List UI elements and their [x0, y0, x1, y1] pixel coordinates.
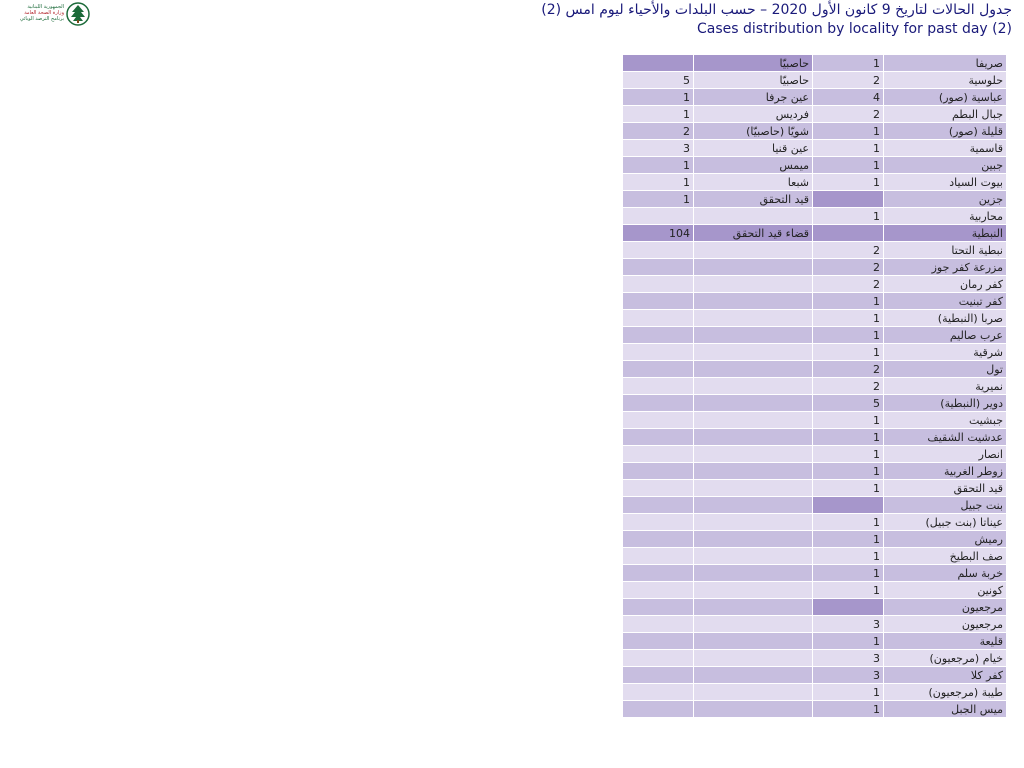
table-row — [623, 378, 1007, 395]
table-row — [623, 293, 1007, 310]
cell-locality-left — [694, 582, 813, 599]
cell-count-left — [623, 378, 694, 395]
cell-locality-left — [694, 259, 813, 276]
table-row — [623, 684, 1007, 701]
cell-locality-left — [694, 497, 813, 514]
cell-count-right: 4 — [813, 89, 884, 106]
table-row — [623, 72, 1007, 89]
table-row — [623, 599, 1007, 616]
logo-text — [6, 4, 64, 22]
cell-count-left — [623, 344, 694, 361]
cell-count-right: 1 — [813, 429, 884, 446]
cell-locality-right: محاربية — [884, 208, 1007, 225]
cell-count-right: 1 — [813, 701, 884, 718]
cell-count-right: 1 — [813, 344, 884, 361]
cell-locality-right: صف البطيخ — [884, 548, 1007, 565]
cell-count-left: 1 — [623, 174, 694, 191]
table-row — [623, 208, 1007, 225]
cell-locality-left: عين جرفا — [694, 89, 813, 106]
cell-locality-right: بنت جبيل — [884, 497, 1007, 514]
table-row — [623, 582, 1007, 599]
table-row — [623, 259, 1007, 276]
cell-locality-left — [694, 429, 813, 446]
cell-locality-right: كفر رمان — [884, 276, 1007, 293]
cell-count-left — [623, 599, 694, 616]
cell-count-right: 3 — [813, 650, 884, 667]
cell-count-left — [623, 310, 694, 327]
cell-count-right: 2 — [813, 361, 884, 378]
cell-count-right — [813, 599, 884, 616]
cell-count-left — [623, 463, 694, 480]
cell-locality-right: صربا (النبطية) — [884, 310, 1007, 327]
cell-locality-right: حلوسية — [884, 72, 1007, 89]
table-row — [623, 89, 1007, 106]
table-row — [623, 191, 1007, 208]
cell-count-right — [813, 191, 884, 208]
cell-count-left — [623, 531, 694, 548]
cell-count-right: 1 — [813, 293, 884, 310]
cell-locality-left: شويّا (حاصبيّا) — [694, 123, 813, 140]
cell-count-left — [623, 480, 694, 497]
cell-locality-right: مزرعة كفر جوز — [884, 259, 1007, 276]
table-row — [623, 412, 1007, 429]
cell-count-left — [623, 276, 694, 293]
cell-count-right: 1 — [813, 531, 884, 548]
cell-locality-left — [694, 616, 813, 633]
cell-count-right: 1 — [813, 174, 884, 191]
cell-count-right: 1 — [813, 310, 884, 327]
cell-count-right: 1 — [813, 582, 884, 599]
cell-locality-left: شبعا — [694, 174, 813, 191]
cell-count-left — [623, 446, 694, 463]
table-row — [623, 225, 1007, 242]
cell-count-left: 5 — [623, 72, 694, 89]
cell-locality-right: قيد التحقق — [884, 480, 1007, 497]
table-row — [623, 514, 1007, 531]
cell-locality-left — [694, 344, 813, 361]
cell-count-right: 1 — [813, 446, 884, 463]
cell-locality-right: قليعة — [884, 633, 1007, 650]
cell-locality-right: جبشيت — [884, 412, 1007, 429]
cell-locality-right: مرجعيون — [884, 599, 1007, 616]
cell-locality-right: نبطية التحتا — [884, 242, 1007, 259]
cedar-emblem-icon — [66, 2, 90, 26]
cell-locality-right: دوير (النبطية) — [884, 395, 1007, 412]
cell-count-left — [623, 548, 694, 565]
cell-locality-left — [694, 378, 813, 395]
cell-locality-right: النبطية — [884, 225, 1007, 242]
table-row — [623, 174, 1007, 191]
cell-count-right: 1 — [813, 565, 884, 582]
table-row — [623, 463, 1007, 480]
table-row — [623, 616, 1007, 633]
cell-locality-right: انصار — [884, 446, 1007, 463]
cell-locality-left — [694, 276, 813, 293]
page-title-arabic: جدول الحالات لتاريخ 9 كانون الأول 2020 – حسب البلدات والأحياء ليوم امس (2) — [541, 2, 1012, 18]
cell-locality-left — [694, 412, 813, 429]
cell-count-left — [623, 565, 694, 582]
table-row — [623, 310, 1007, 327]
cell-count-right: 2 — [813, 276, 884, 293]
cell-count-left — [623, 293, 694, 310]
cell-count-left: 2 — [623, 123, 694, 140]
table-row — [623, 667, 1007, 684]
cell-locality-left — [694, 701, 813, 718]
cell-count-right: 5 — [813, 395, 884, 412]
cell-locality-left — [694, 361, 813, 378]
cell-count-right — [813, 497, 884, 514]
cell-locality-right: جبال البطم — [884, 106, 1007, 123]
table-row — [623, 429, 1007, 446]
cell-locality-left — [694, 599, 813, 616]
cell-count-right: 1 — [813, 208, 884, 225]
table-row — [623, 242, 1007, 259]
cell-locality-left: حاصبيّا — [694, 72, 813, 89]
cell-locality-right: نميرية — [884, 378, 1007, 395]
cell-locality-left — [694, 293, 813, 310]
cell-locality-left — [694, 565, 813, 582]
cell-count-right: 2 — [813, 72, 884, 89]
table-row — [623, 446, 1007, 463]
cell-count-left — [623, 242, 694, 259]
cell-count-left — [623, 667, 694, 684]
cell-count-left — [623, 616, 694, 633]
cell-count-left: 1 — [623, 89, 694, 106]
table-row — [623, 395, 1007, 412]
cell-locality-right: كونين — [884, 582, 1007, 599]
table-row — [623, 157, 1007, 174]
cell-count-right: 1 — [813, 548, 884, 565]
cell-count-left: 1 — [623, 157, 694, 174]
cell-locality-right: صريفا — [884, 55, 1007, 72]
cell-count-left: 3 — [623, 140, 694, 157]
cell-count-right: 1 — [813, 55, 884, 72]
cell-locality-right: عباسية (صور) — [884, 89, 1007, 106]
cell-count-right: 1 — [813, 633, 884, 650]
cell-locality-left — [694, 667, 813, 684]
cell-count-right: 1 — [813, 327, 884, 344]
cell-locality-right: كفر تبنيت — [884, 293, 1007, 310]
cell-locality-right: كفر كلا — [884, 667, 1007, 684]
table-row — [623, 548, 1007, 565]
logo-line-1: الجمهورية اللبنانية — [27, 4, 64, 10]
cell-locality-right: تول — [884, 361, 1007, 378]
cell-locality-left — [694, 514, 813, 531]
table-row — [623, 361, 1007, 378]
cell-locality-right: زوطر الغربية — [884, 463, 1007, 480]
cell-locality-right: بيوت السياد — [884, 174, 1007, 191]
table-row — [623, 55, 1007, 72]
cell-count-right: 1 — [813, 463, 884, 480]
cell-locality-right: طيبة (مرجعيون) — [884, 684, 1007, 701]
cell-locality-left — [694, 446, 813, 463]
cell-count-right: 1 — [813, 514, 884, 531]
cell-count-right: 1 — [813, 123, 884, 140]
cell-count-right: 3 — [813, 616, 884, 633]
table-row — [623, 140, 1007, 157]
cell-locality-left — [694, 242, 813, 259]
cell-count-left — [623, 429, 694, 446]
cell-locality-left — [694, 650, 813, 667]
cell-count-right: 2 — [813, 106, 884, 123]
logo-line-2: وزارة الصحة العامة — [24, 10, 64, 16]
cell-locality-left: فرديس — [694, 106, 813, 123]
cell-count-left — [623, 497, 694, 514]
table-row — [623, 633, 1007, 650]
cell-locality-right: عيناتا (بنت جبيل) — [884, 514, 1007, 531]
table-row — [623, 123, 1007, 140]
cell-count-right: 2 — [813, 378, 884, 395]
cell-locality-right: جبين — [884, 157, 1007, 174]
cell-locality-left — [694, 548, 813, 565]
cell-count-left: 1 — [623, 191, 694, 208]
cell-locality-left — [694, 395, 813, 412]
cell-count-left — [623, 633, 694, 650]
cell-count-right: 1 — [813, 157, 884, 174]
cell-locality-right: مرجعيون — [884, 616, 1007, 633]
cell-count-right: 3 — [813, 667, 884, 684]
cell-count-left — [623, 55, 694, 72]
table-row — [623, 327, 1007, 344]
cell-locality-left — [694, 684, 813, 701]
cell-locality-left: عين قنيا — [694, 140, 813, 157]
table-body — [623, 55, 1007, 718]
cell-locality-right: رميش — [884, 531, 1007, 548]
cell-count-left — [623, 582, 694, 599]
table-row — [623, 106, 1007, 123]
cell-locality-left — [694, 463, 813, 480]
cell-locality-right: قاسمية — [884, 140, 1007, 157]
cell-count-left — [623, 327, 694, 344]
cell-count-right — [813, 225, 884, 242]
cell-count-left — [623, 412, 694, 429]
logo-line-3: برنامج الترصد الوبائي — [19, 16, 64, 22]
cell-locality-left — [694, 480, 813, 497]
cell-count-left: 104 — [623, 225, 694, 242]
ministry-logo — [6, 2, 92, 28]
cell-count-left — [623, 395, 694, 412]
cell-count-right: 2 — [813, 242, 884, 259]
cell-locality-left: قيد التحقق — [694, 191, 813, 208]
table-row — [623, 701, 1007, 718]
table-row — [623, 565, 1007, 582]
cell-locality-right: خيام (مرجعيون) — [884, 650, 1007, 667]
cell-locality-left — [694, 208, 813, 225]
cell-count-left — [623, 684, 694, 701]
cell-count-left — [623, 701, 694, 718]
table-row — [623, 650, 1007, 667]
cell-count-left — [623, 259, 694, 276]
cell-count-left — [623, 514, 694, 531]
cell-locality-left: ميمس — [694, 157, 813, 174]
cell-count-right: 2 — [813, 259, 884, 276]
cell-locality-left — [694, 531, 813, 548]
cell-count-left — [623, 650, 694, 667]
cell-locality-right: جزين — [884, 191, 1007, 208]
table-row — [623, 531, 1007, 548]
cell-count-left — [623, 208, 694, 225]
table-row — [623, 276, 1007, 293]
cell-count-right: 1 — [813, 480, 884, 497]
cases-distribution-table — [622, 54, 1007, 718]
cell-count-left: 1 — [623, 106, 694, 123]
cell-count-left — [623, 361, 694, 378]
cell-count-right: 1 — [813, 412, 884, 429]
cell-count-right: 1 — [813, 684, 884, 701]
cell-locality-right: ميس الجبل — [884, 701, 1007, 718]
cell-locality-right: عدشيت الشقيف — [884, 429, 1007, 446]
cell-locality-right: عرب صاليم — [884, 327, 1007, 344]
table-row — [623, 480, 1007, 497]
cell-locality-right: خربة سلم — [884, 565, 1007, 582]
cell-locality-right: قليلة (صور) — [884, 123, 1007, 140]
cell-count-right: 1 — [813, 140, 884, 157]
page-title-english: Cases distribution by locality for past day (2) — [696, 21, 1012, 37]
cell-locality-left — [694, 310, 813, 327]
table-row — [623, 344, 1007, 361]
table-row — [623, 497, 1007, 514]
cell-locality-left: قضاء قيد التحقق — [694, 225, 813, 242]
cell-locality-left: حاصبيّا — [694, 55, 813, 72]
cell-locality-left — [694, 327, 813, 344]
cell-locality-left — [694, 633, 813, 650]
cell-locality-right: شرقية — [884, 344, 1007, 361]
